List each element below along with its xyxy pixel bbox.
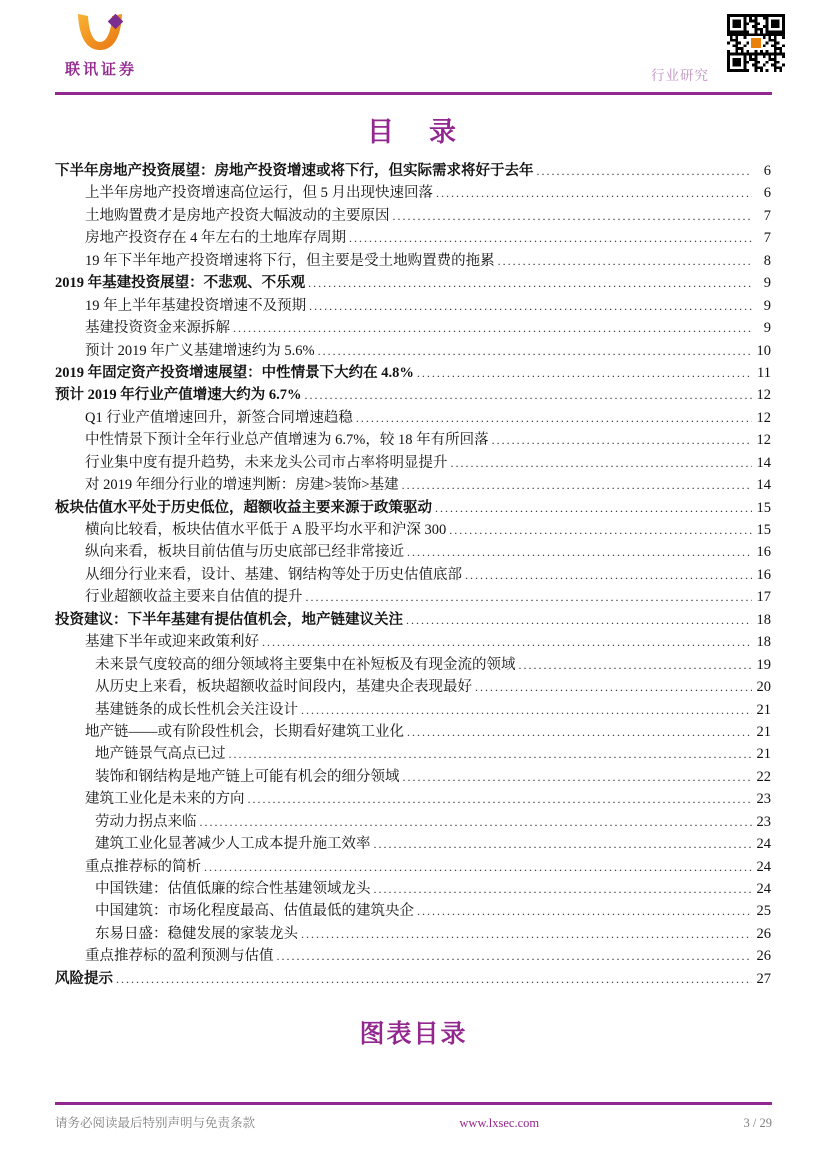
toc-page-number: 27 [756,970,771,987]
toc-page-number: 20 [756,679,771,696]
report-category-label: 行业研究 [651,68,709,83]
toc-entry [55,474,771,496]
toc-entry [55,856,771,878]
toc-entry-text: 重点推荐标的简析 [85,858,201,875]
toc-entry [55,407,771,429]
toc-page-number: 15 [756,522,771,538]
leader-dots [492,429,752,451]
toc-entry [55,429,771,451]
toc-entry-text: 上半年房地产投资增速高位运行，但 5 月出现快速回落 [85,185,433,202]
toc-entry-text: 2019 年基建投资展望：不悲观、不乐观 [55,275,306,292]
toc-entry-text: 装饰和钢结构是地产链上可能有机会的细分领域 [95,768,400,785]
leader-dots [436,182,752,204]
toc-page-number: 24 [756,858,771,875]
toc-entry [55,362,771,384]
leader-dots [402,474,752,496]
leader-dots [306,586,753,608]
toc-entry-text: 预计 2019 年行业产值增速大约为 6.7% [55,387,302,404]
toc-entry-text: 行业集中度有提升趋势，未来龙头公司市占率将明显提升 [85,454,448,471]
leader-dots [301,923,752,945]
toc-entry-text: 2019 年固定资产投资增速展望：中性情景下大约在 4.8% [55,364,414,381]
toc-entry [55,564,771,586]
toc-entry [55,295,771,317]
toc-entry-text: 基建下半年或迎来政策利好 [85,634,259,651]
toc-entry-text: 地产链景气高点已过 [95,746,226,763]
footer-disclaimer: 请务必阅读最后特别声明与免责条款 [55,1116,256,1130]
toc-entry-text: 19 年上半年基建投资增速不及预期 [85,297,307,314]
toc-entry-text: 劳动力拐点来临 [95,813,197,830]
toc-entry [55,945,771,967]
toc-entry-text: 建筑工业化显著减少人工成本提升施工效率 [95,836,371,853]
leader-dots [537,160,753,182]
toc-entry-text: 基建链条的成长性机会关注设计 [95,701,298,718]
toc-page-number: 22 [756,768,771,785]
toc-page-number: 15 [756,499,771,516]
toc-entry-text: 地产链——或有阶段性机会，长期看好建筑工业化 [85,723,404,740]
toc-page-number: 23 [756,813,771,830]
leader-dots [233,317,752,339]
toc-page-number: 12 [756,409,771,426]
toc-page-number: 18 [756,611,771,628]
toc-entry [55,519,771,541]
toc-page-number: 19 [756,656,771,673]
footer-website: www.lxsec.com [459,1116,540,1130]
toc-entry [55,766,771,788]
leader-dots [277,945,753,967]
toc-entry-text: 纵向来看，板块目前估值与历史底部已经非常接近 [85,544,404,561]
toc-entry [55,676,771,698]
toc-entry-text: 中国铁建：估值低廉的综合性基建领域龙头 [95,881,371,897]
toc-title: 目 录 [367,117,460,147]
leader-dots [318,340,752,362]
toc-page-number: 24 [756,881,771,897]
toc-page-number: 12 [756,387,771,404]
brand-logo [55,12,147,79]
toc-page-number: 23 [756,791,771,808]
toc-entry-text: 中国建筑：市场化程度最高、估值最低的建筑央企 [95,903,414,920]
toc-page-number: 25 [756,903,771,920]
toc-entry-text: 从细分行业来看，设计、基建、钢结构等处于历史估值底部 [85,566,462,583]
toc-list [55,160,771,990]
toc-entry [55,272,771,294]
figures-directory-title: 图表目录 [359,1021,468,1048]
toc-page-number: 8 [763,252,771,269]
leader-dots [498,250,752,272]
toc-entry-text: 土地购置费才是房地产投资大幅波动的主要原因 [85,207,390,224]
toc-page-number: 26 [756,948,771,965]
toc-entry-text: 横向比较看，板块估值水平低于 A 股平均水平和沪深 300 [85,522,447,538]
qr-code [727,14,785,72]
leader-dots [374,878,753,900]
toc-entry-text: 东易日盛：稳健发展的家装龙头 [95,925,298,942]
toc-entry [55,160,771,182]
header-divider [55,92,772,95]
leader-dots [356,407,752,429]
toc-entry [55,586,771,608]
page-header [55,10,785,92]
toc-entry [55,250,771,272]
toc-page-number: 7 [763,207,771,224]
toc-entry [55,968,771,990]
toc-page-number: 10 [756,342,771,359]
toc-entry-text: 未来景气度较高的细分领域将主要集中在补短板及有现金流的领域 [95,656,516,673]
toc-entry [55,900,771,922]
toc-entry [55,878,771,900]
toc-entry [55,721,771,743]
toc-page-number: 12 [756,432,771,449]
toc-entry [55,384,771,406]
toc-entry-text: 重点推荐标的盈利预测与估值 [85,948,274,965]
toc-page-number: 11 [757,364,771,381]
toc-page-number: 16 [756,544,771,561]
toc-entry-text: 下半年房地产投资展望：房地产投资增速或将下行，但实际需求将好于去年 [55,163,534,179]
leader-dots [449,519,752,541]
toc-page-number: 21 [756,701,771,718]
toc-entry [55,541,771,563]
toc-entry-text: 中性情景下预计全年行业总产值增速为 6.7%，较 18 年有所回落 [85,432,489,449]
leader-dots [393,205,753,227]
leader-dots [308,272,752,294]
toc-entry [55,923,771,945]
toc-page-number: 26 [756,925,771,942]
leader-dots [301,699,752,721]
toc-entry [55,699,771,721]
toc-entry [55,743,771,765]
toc-entry [55,182,771,204]
leader-dots [407,721,752,743]
toc-entry [55,227,771,249]
toc-entry [55,452,771,474]
brand-name: 联讯证券 [64,62,137,78]
toc-entry [55,317,771,339]
toc-entry-text: 投资建议：下半年基建有提估值机会，地产链建议关注 [55,611,403,628]
toc-entry [55,833,771,855]
leader-dots [417,362,752,384]
footer-divider [55,1102,772,1105]
toc-entry-text: Q1 行业产值增速回升，新签合同增速趋稳 [85,409,353,426]
leader-dots [475,676,752,698]
toc-page-number: 18 [756,634,771,651]
toc-page-number: 14 [756,454,771,471]
leader-dots [349,227,752,249]
leader-dots [417,900,752,922]
toc-page-number: 6 [763,185,771,202]
toc-page-number: 16 [756,566,771,583]
toc-entry-text: 房地产投资存在 4 年左右的土地库存周期 [85,230,346,247]
toc-page-number: 7 [763,230,771,247]
leader-dots [305,384,753,406]
toc-entry [55,497,771,519]
toc-entry-text: 风险提示 [55,970,113,987]
toc-entry [55,205,771,227]
toc-entry-text: 对 2019 年细分行业的增速判断：房建>装饰>基建 [85,477,399,494]
toc-entry-text: 基建投资资金来源拆解 [85,320,230,337]
toc-entry [55,788,771,810]
leader-dots [451,452,753,474]
toc-page-number: 9 [763,297,771,314]
leader-dots [374,833,753,855]
leader-dots [204,856,752,878]
leader-dots [403,766,753,788]
toc-entry-text: 板块估值水平处于历史低位，超额收益主要来源于政策驱动 [55,499,432,516]
toc-entry [55,654,771,676]
toc-page-number: 9 [763,320,771,337]
leader-dots [200,811,753,833]
leader-dots [248,788,753,810]
leader-dots [229,743,753,765]
toc-page-number: 21 [756,723,771,740]
toc-entry-text: 行业超额收益主要来自估值的提升 [85,589,303,606]
toc-page-number: 24 [756,836,771,853]
footer-page-indicator: 3 / 29 [743,1116,772,1130]
leader-dots [116,968,752,990]
toc-entry [55,609,771,631]
toc-entry [55,340,771,362]
leader-dots [262,631,752,653]
leader-dots [435,497,752,519]
leader-dots [465,564,752,586]
toc-page-number: 17 [756,589,771,606]
toc-page-number: 21 [756,746,771,763]
toc-entry [55,631,771,653]
leader-dots [519,654,753,676]
leader-dots [407,541,752,563]
leader-dots [309,295,752,317]
toc-entry [55,811,771,833]
toc-entry-text: 从历史上来看，板块超额收益时间段内，基建央企表现最好 [95,679,472,696]
lianxun-logo-icon [74,12,128,56]
toc-entry-text: 19 年下半年地产投资增速将下行，但主要是受土地购置费的拖累 [85,252,495,269]
toc-page-number: 9 [763,275,771,292]
toc-page-number: 6 [763,163,771,179]
toc-entry-text: 建筑工业化是未来的方向 [85,791,245,808]
page-footer [55,1113,772,1131]
toc-page-number: 14 [756,477,771,494]
leader-dots [406,609,752,631]
toc-entry-text: 预计 2019 年广义基建增速约为 5.6% [85,342,315,359]
